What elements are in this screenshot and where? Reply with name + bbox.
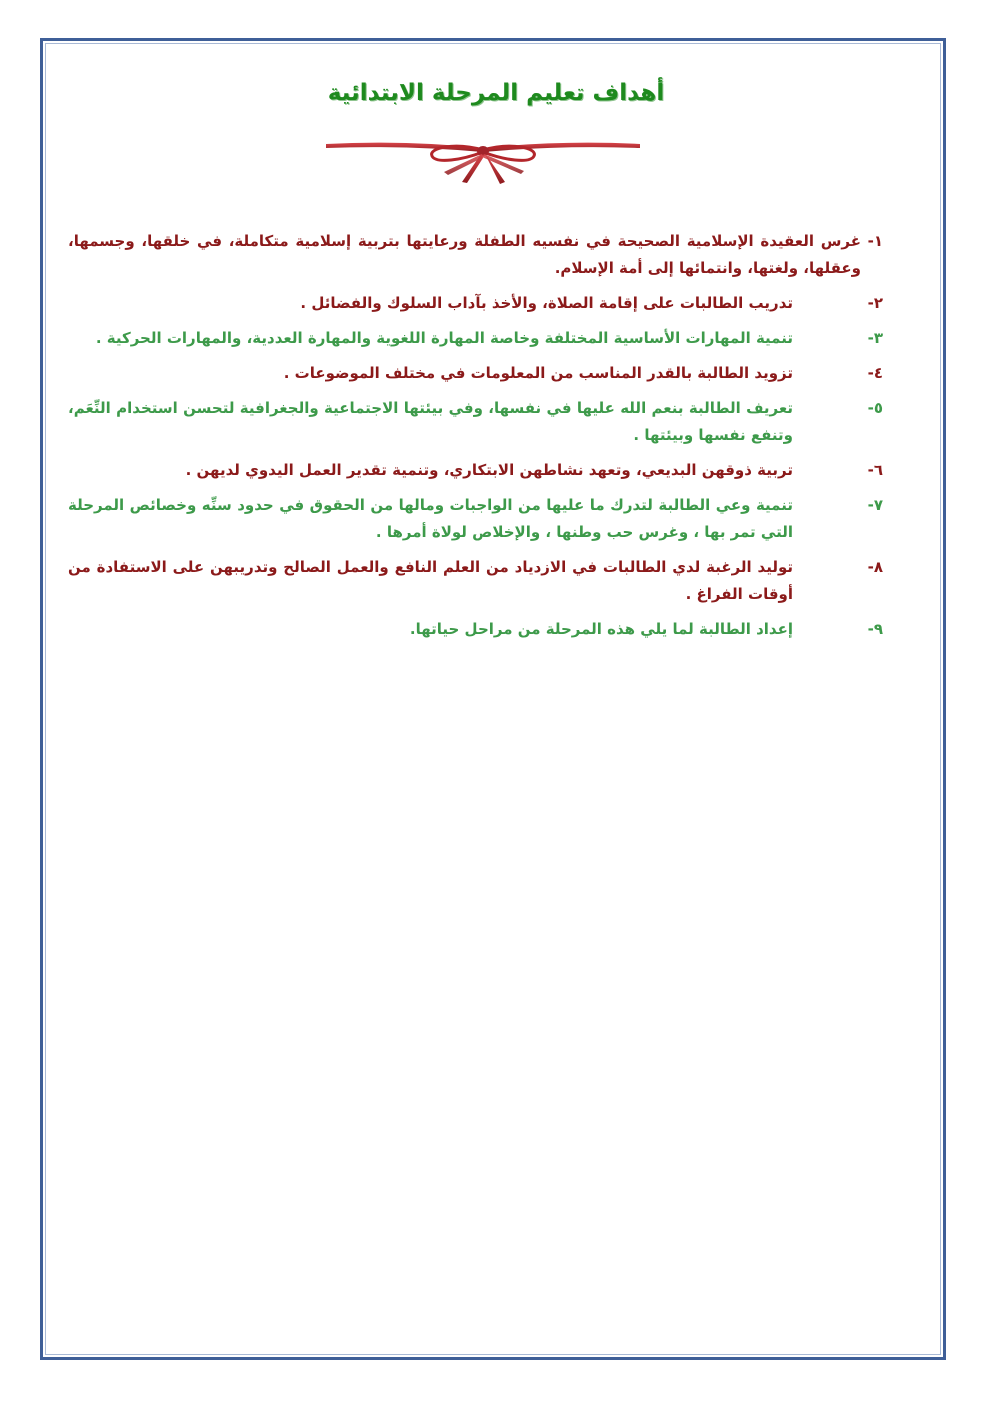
objective-text: تدريب الطالبات على إقامة الصلاة، والأخذ بآداب السلوك والفضائل .: [300, 294, 793, 312]
objective-item: [68, 325, 883, 352]
objective-number: ٣-: [867, 329, 883, 347]
objective-number: ٥-: [867, 399, 883, 417]
objective-text: غرس العقيدة الإسلامية الصحيحة في نفسيه الطفلة ورعايتها بتربية إسلامية متكاملة، في خلقها، وجسمها، وعقلها، ولغتها، وانتمائها إلى أمة الإسلام.: [68, 232, 861, 277]
objective-item: [68, 395, 883, 449]
ribbon-bow-icon: [324, 138, 642, 188]
objective-text: تزويد الطالبة بالقدر المناسب من المعلومات في مختلف الموضوعات .: [283, 364, 793, 382]
objective-text: تربية ذوقهن البديعي، وتعهد نشاطهن الابتكاري، وتنمية تقدير العمل اليدوي لديهن .: [185, 461, 793, 479]
objective-number: ٢-: [867, 294, 883, 312]
objective-number: ٩-: [867, 620, 883, 638]
objective-item: [68, 616, 883, 643]
objectives-list: [68, 228, 883, 651]
objective-item: [68, 290, 883, 317]
objective-number: ٧-: [867, 496, 883, 514]
objective-number: ٤-: [867, 364, 883, 382]
objective-item: [68, 360, 883, 387]
objective-text: تعريف الطالبة بنعم الله عليها في نفسها، وفي بيئتها الاجتماعية والجغرافية لتحسن استخدام النِّعَم، وتنفع نفسها وبيئتها .: [68, 399, 793, 444]
objective-number: ٦-: [867, 461, 883, 479]
objective-item: [68, 554, 883, 608]
page-title: أهداف تعليم المرحلة الابتدائية: [327, 80, 665, 106]
objective-number: ١-: [867, 232, 883, 250]
objective-text: توليد الرغبة لدي الطالبات في الازدياد من العلم النافع والعمل الصالح وتدريبهن على الاستفادة من أوقات الفراغ .: [68, 558, 793, 603]
objective-number: ٨-: [867, 558, 883, 576]
objective-text: إعداد الطالبة لما يلي هذه المرحلة من مراحل حياتها.: [409, 620, 793, 638]
objective-item: [68, 457, 883, 484]
objective-item: [68, 228, 883, 282]
objective-item: [68, 492, 883, 546]
objective-text: تنمية وعي الطالبة لتدرك ما عليها من الواجبات ومالها من الحقوق في حدود سنِّه وخصائص المرحلة التي تمر بها ، وغرس حب وطنها ، والإخلاص لولاة أمرها .: [68, 496, 793, 541]
objective-text: تنمية المهارات الأساسية المختلفة وخاصة المهارة اللغوية والمهارة العددية، والمهارات الحركية .: [95, 329, 793, 347]
